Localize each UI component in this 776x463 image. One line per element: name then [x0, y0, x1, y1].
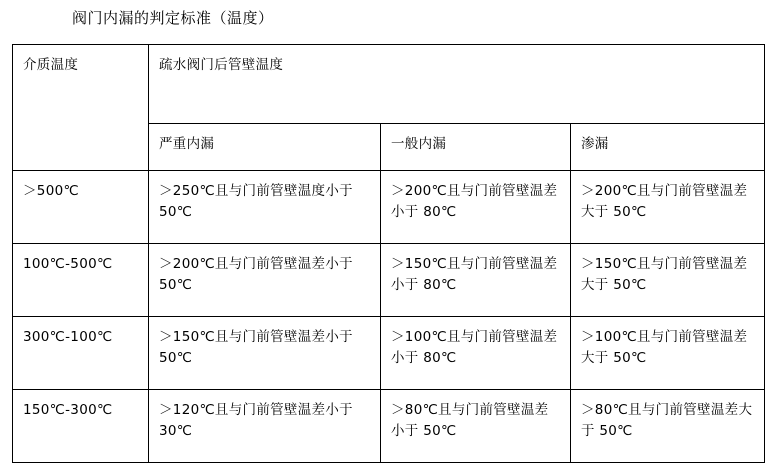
cell-severe-leak: ＞150℃且与门前管壁温差小于 50℃ — [149, 317, 381, 390]
subheader-general-leak: 一般内漏 — [381, 124, 571, 171]
cell-general-leak: ＞200℃且与门前管壁温差小于 80℃ — [381, 171, 571, 244]
cell-medium-temperature: 300℃-100℃ — [13, 317, 149, 390]
cell-seepage: ＞80℃且与门前管壁温差大于 50℃ — [571, 390, 765, 463]
cell-seepage: ＞200℃且与门前管壁温差大于 50℃ — [571, 171, 765, 244]
valve-leakage-criteria-table — [12, 44, 765, 463]
table-row — [13, 171, 765, 244]
page-title: 阀门内漏的判定标准（温度） — [72, 9, 274, 27]
cell-general-leak: ＞150℃且与门前管壁温差小于 80℃ — [381, 244, 571, 317]
cell-seepage: ＞150℃且与门前管壁温差大于 50℃ — [571, 244, 765, 317]
cell-general-leak: ＞100℃且与门前管壁温差小于 80℃ — [381, 317, 571, 390]
table-row — [13, 317, 765, 390]
table-row — [13, 244, 765, 317]
subheader-seepage: 渗漏 — [571, 124, 765, 171]
header-medium-temperature: 介质温度 — [13, 45, 149, 171]
cell-severe-leak: ＞120℃且与门前管壁温差小于 30℃ — [149, 390, 381, 463]
cell-medium-temperature: ＞500℃ — [13, 171, 149, 244]
cell-medium-temperature: 100℃-500℃ — [13, 244, 149, 317]
cell-seepage: ＞100℃且与门前管壁温差大于 50℃ — [571, 317, 765, 390]
header-wall-temperature: 疏水阀门后管壁温度 — [149, 45, 765, 124]
cell-general-leak: ＞80℃且与门前管壁温差小于 50℃ — [381, 390, 571, 463]
cell-severe-leak: ＞250℃且与门前管壁温度小于 50℃ — [149, 171, 381, 244]
subheader-severe-leak: 严重内漏 — [149, 124, 381, 171]
table-header-row — [13, 45, 765, 124]
table-row — [13, 390, 765, 463]
cell-medium-temperature: 150℃-300℃ — [13, 390, 149, 463]
cell-severe-leak: ＞200℃且与门前管壁温差小于 50℃ — [149, 244, 381, 317]
